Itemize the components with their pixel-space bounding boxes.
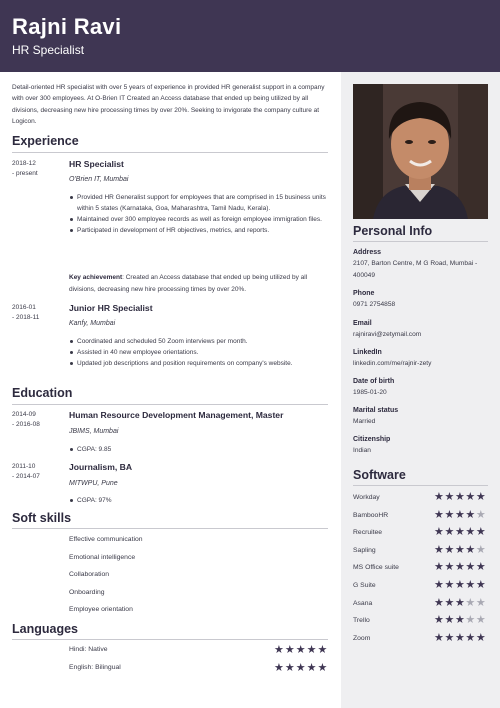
candidate-title: HR Specialist [12, 43, 85, 57]
star-filled-icon: ★ [444, 614, 455, 626]
star-filled-icon: ★ [434, 544, 445, 556]
software-rating [434, 633, 486, 643]
list-item: Provided HR Generalist support for employees that are comprised in 15 business units within 5 states (Karnataka, Goa, Maharashtra, Tamil Nadu, Kerala). [69, 192, 329, 214]
star-filled-icon: ★ [434, 614, 445, 626]
language-rating [274, 663, 328, 673]
marital-status-label: Marital status [353, 407, 399, 414]
edu-1-degree: Human Resource Development Management, Master [69, 410, 284, 420]
star-filled-icon: ★ [444, 491, 455, 503]
email-value: rajniravi@zetymail.com [353, 331, 422, 338]
soft-skill-item: Employee orientation [69, 606, 133, 613]
star-filled-icon: ★ [465, 561, 476, 573]
phone-label: Phone [353, 290, 375, 297]
job-1-date-start: 2018-12 [12, 160, 36, 167]
star-filled-icon: ★ [444, 526, 455, 538]
edu-2-date-start: 2011-10 [12, 463, 36, 470]
edu-2-bullets [69, 495, 329, 506]
star-filled-icon: ★ [465, 632, 476, 644]
languages-divider [12, 639, 328, 640]
star-filled-icon: ★ [434, 491, 445, 503]
star-filled-icon: ★ [295, 644, 307, 656]
star-filled-icon: ★ [317, 662, 329, 674]
linkedin-label: LinkedIn [353, 349, 382, 356]
job-2-bullets [69, 336, 329, 369]
star-empty-icon: ★ [465, 597, 476, 609]
experience-divider [12, 152, 328, 153]
star-filled-icon: ★ [454, 561, 466, 573]
software-item-name: Trello [353, 617, 370, 624]
job-2-org: Kanfy, Mumbai [69, 320, 116, 327]
software-rating [434, 598, 486, 608]
profile-summary: Detail-oriented HR specialist with over 5 years of experience in provided HR generalist support in a company with over 300 employees. At O-Brien IT Created an Access database that ended up being utilized by all divisions, decreasing new hire processing times by over 20%. Seeking to invigorate the company culture at Logicon. [12, 84, 325, 126]
job-2-role: Junior HR Specialist [69, 303, 153, 313]
star-filled-icon: ★ [444, 597, 455, 609]
star-filled-icon: ★ [434, 526, 445, 538]
email-label: Email [353, 320, 372, 327]
star-filled-icon: ★ [454, 509, 466, 521]
software-item-name: Workday [353, 494, 380, 501]
software-item-name: Recruitee [353, 529, 383, 536]
dob-value: 1985-01-20 [353, 389, 387, 396]
star-filled-icon: ★ [475, 579, 487, 591]
star-filled-icon: ★ [306, 662, 318, 674]
edu-1-date-start: 2014-09 [12, 411, 36, 418]
job-1-org: O'Brien IT, Mumbai [69, 176, 129, 183]
education-divider [12, 404, 328, 405]
star-filled-icon: ★ [284, 644, 296, 656]
star-filled-icon: ★ [465, 509, 476, 521]
list-item: CGPA: 9.85 [69, 444, 329, 455]
phone-value: 0971 2754858 [353, 301, 396, 308]
star-empty-icon: ★ [475, 597, 487, 609]
profile-photo [353, 84, 488, 219]
software-rating [434, 545, 486, 555]
address-label: Address [353, 249, 382, 256]
soft-skill-item: Emotional intelligence [69, 554, 136, 561]
achievement-text: : Created an Access database that ended up being utilized by all divisions, decreasing new hire processing times by over 20%. [69, 274, 308, 293]
star-filled-icon: ★ [475, 491, 487, 503]
star-filled-icon: ★ [306, 644, 318, 656]
marital-status-value: Married [353, 418, 376, 425]
star-empty-icon: ★ [465, 614, 476, 626]
star-filled-icon: ★ [434, 561, 445, 573]
star-filled-icon: ★ [465, 491, 476, 503]
software-item-name: G Suite [353, 582, 376, 589]
job-1-dates [12, 159, 62, 179]
edu-1-school: JBIMS, Mumbai [69, 428, 119, 435]
candidate-name: Rajni Ravi [12, 14, 122, 39]
list-item: Participated in development of HR objectives, metrics, and reports. [69, 225, 329, 236]
software-item-name: Zoom [353, 635, 371, 642]
citizenship-label: Citizenship [353, 436, 391, 443]
star-filled-icon: ★ [295, 662, 307, 674]
software-rating [434, 527, 486, 537]
list-item: Coordinated and scheduled 50 Zoom interviews per month. [69, 336, 329, 347]
achievement-label: Key achievement [69, 274, 123, 281]
star-filled-icon: ★ [454, 526, 466, 538]
star-filled-icon: ★ [475, 561, 487, 573]
soft-skill-item: Onboarding [69, 589, 105, 596]
software-item-name: Asana [353, 600, 373, 607]
star-filled-icon: ★ [465, 579, 476, 591]
star-filled-icon: ★ [434, 579, 445, 591]
edu-2-date-end: - 2014-07 [12, 473, 40, 480]
personal-info-heading: Personal Info [353, 224, 433, 238]
star-filled-icon: ★ [444, 544, 455, 556]
star-filled-icon: ★ [274, 662, 285, 674]
software-item-name: Sapling [353, 547, 376, 554]
software-rating [434, 492, 486, 502]
star-filled-icon: ★ [274, 644, 285, 656]
languages-heading: Languages [12, 622, 78, 636]
soft-skill-item: Effective communication [69, 536, 143, 543]
software-item-name: BambooHR [353, 512, 389, 519]
experience-heading: Experience [12, 134, 79, 148]
star-filled-icon: ★ [454, 632, 466, 644]
edu-1-dates [12, 410, 62, 430]
job-1-role: HR Specialist [69, 159, 124, 169]
star-filled-icon: ★ [444, 579, 455, 591]
star-filled-icon: ★ [475, 526, 487, 538]
address-value: 2107, Barton Centre, M G Road, Mumbai - 400049 [353, 260, 478, 279]
software-rating [434, 615, 486, 625]
software-rating [434, 580, 486, 590]
soft-skills-divider [12, 528, 328, 529]
star-empty-icon: ★ [475, 509, 487, 521]
edu-2-dates [12, 462, 62, 482]
star-filled-icon: ★ [475, 632, 487, 644]
portrait-image [353, 84, 488, 219]
star-filled-icon: ★ [465, 544, 476, 556]
list-item: Assisted in 40 new employee orientations. [69, 347, 329, 358]
star-filled-icon: ★ [465, 526, 476, 538]
personal-info-divider [353, 241, 488, 242]
edu-2-school: MITWPU, Pune [69, 480, 118, 487]
star-filled-icon: ★ [444, 509, 455, 521]
dob-label: Date of birth [353, 378, 395, 385]
education-heading: Education [12, 386, 73, 400]
language-item: English: Bilingual [69, 664, 121, 671]
job-2-date-start: 2016-01 [12, 304, 36, 311]
soft-skill-item: Collaboration [69, 571, 110, 578]
star-filled-icon: ★ [454, 597, 466, 609]
star-filled-icon: ★ [454, 491, 466, 503]
software-divider [353, 485, 488, 486]
citizenship-value: Indian [353, 447, 371, 454]
star-filled-icon: ★ [317, 644, 329, 656]
edu-1-date-end: - 2016-08 [12, 421, 40, 428]
job-2-dates [12, 303, 62, 323]
job-1-bullets [69, 192, 329, 236]
software-rating [434, 510, 486, 520]
list-item: CGPA: 97% [69, 495, 329, 506]
star-empty-icon: ★ [475, 614, 487, 626]
software-item-name: MS Office suite [353, 564, 399, 571]
list-item: Maintained over 300 employee records as well as foreign employee immigration files. [69, 214, 329, 225]
star-empty-icon: ★ [475, 544, 487, 556]
job-1-achievement [69, 272, 329, 295]
star-filled-icon: ★ [454, 614, 466, 626]
star-filled-icon: ★ [444, 632, 455, 644]
language-item: Hindi: Native [69, 646, 108, 653]
star-filled-icon: ★ [434, 632, 445, 644]
job-1-date-end: - present [12, 170, 38, 177]
star-filled-icon: ★ [434, 597, 445, 609]
linkedin-value: linkedin.com/me/rajnir-zety [353, 360, 432, 367]
edu-1-bullets [69, 444, 329, 455]
soft-skills-heading: Soft skills [12, 511, 72, 525]
language-rating [274, 645, 328, 655]
job-2-date-end: - 2018-11 [12, 314, 40, 321]
resume-header [0, 0, 500, 72]
star-filled-icon: ★ [454, 544, 466, 556]
edu-2-degree: Journalism, BA [69, 462, 133, 472]
software-heading: Software [353, 468, 406, 482]
software-rating [434, 562, 486, 572]
star-filled-icon: ★ [454, 579, 466, 591]
star-filled-icon: ★ [284, 662, 296, 674]
list-item: Updated job descriptions and position requirements on company's website. [69, 358, 329, 369]
star-filled-icon: ★ [444, 561, 455, 573]
star-filled-icon: ★ [434, 509, 445, 521]
